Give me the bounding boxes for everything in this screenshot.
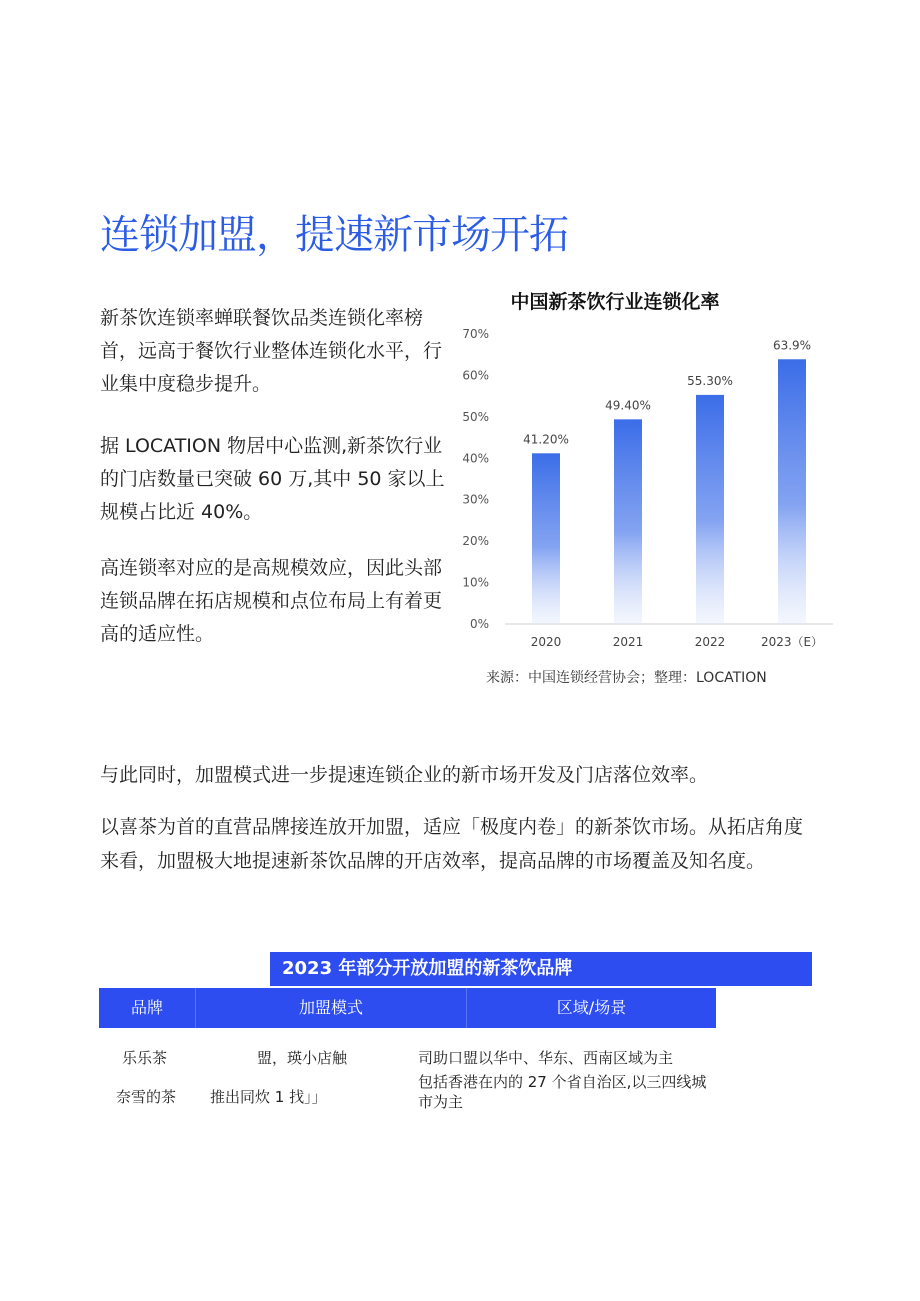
data-label: 55.30% [687, 373, 733, 388]
table-cell-brand: 奈雪的茶 [116, 1088, 177, 1106]
bar-2023（E） [778, 359, 806, 624]
y-tick-label: 20% [462, 534, 489, 549]
intro-paragraph-2: 据 LOCATION 物居中心监测,新茶饮行业的门店数量已突破 60 万,其中 50 家以上规模占比近 40%。 [100, 435, 445, 523]
bar-2021 [614, 419, 642, 624]
x-tick-label: 2020 [530, 635, 562, 649]
x-tick-label: 2023（E） [760, 635, 824, 649]
table-title: 2023 年部分开放加盟的新茶饮品牌 [270, 952, 812, 986]
table-cell-mode: 推出同炊 1 找」」 [210, 1088, 327, 1106]
y-tick-label: 30% [462, 492, 489, 507]
bar-2020 [532, 453, 560, 624]
data-label: 49.40% [605, 398, 651, 413]
data-label: 63.9% [772, 338, 812, 353]
chart-title: 中国新茶饮行业连锁化率 [510, 291, 720, 313]
y-tick-label: 10% [462, 575, 489, 590]
chain-rate-bar-chart [455, 318, 840, 660]
table-cell-mode: 盟，瑛小店触 [257, 1049, 348, 1067]
y-tick-label: 50% [462, 409, 489, 424]
y-tick-label: 40% [462, 451, 489, 466]
x-tick-label: 2022 [694, 635, 726, 649]
table-header [99, 988, 716, 1028]
intro-paragraph-3: 高连锁率对应的是高规模效应，因此头部连锁品牌在拓店规模和点位布局上有着更高的适应性。 [100, 557, 443, 645]
page-title: 连锁加盟，提速新市场开拓 [100, 212, 568, 258]
y-tick-label: 0% [469, 617, 489, 631]
table-cell-region: 包括香港在内的 27 个省自治区,以三四线城市为主 [418, 1073, 707, 1111]
table-header-region: 区域/场景 [556, 998, 627, 1017]
body-paragraph-2: 以喜茶为首的直营品牌接连放开加盟，适应「极度内卷」的新茶饮市场。从拓店角度来看，加盟极大地提速新茶饮品牌的开店效率，提高品牌的市场覆盖及知名度。 [100, 816, 804, 872]
bar-2022 [696, 395, 724, 624]
table-cell-brand: 乐乐茶 [122, 1049, 168, 1067]
body-paragraph-1: 与此同时，加盟模式进一步提速连锁企业的新市场开发及门店落位效率。 [100, 764, 709, 786]
table-cell-region: 司助口盟以华中、华东、西南区域为主 [418, 1049, 674, 1067]
chart-source: 来源：中国连锁经营协会；整理：LOCATION [486, 670, 767, 686]
y-tick-label: 60% [462, 368, 489, 383]
data-label: 41.20% [523, 432, 569, 447]
y-tick-label: 70% [462, 327, 489, 341]
intro-paragraph-1: 新茶饮连锁率蝉联餐饮品类连锁化率榜首，远高于餐饮行业整体连锁化水平，行业集中度稳步提升。 [100, 307, 443, 395]
table-header-brand: 品牌 [130, 998, 163, 1017]
x-tick-label: 2021 [612, 635, 644, 649]
table-header-mode: 加盟模式 [298, 998, 363, 1017]
